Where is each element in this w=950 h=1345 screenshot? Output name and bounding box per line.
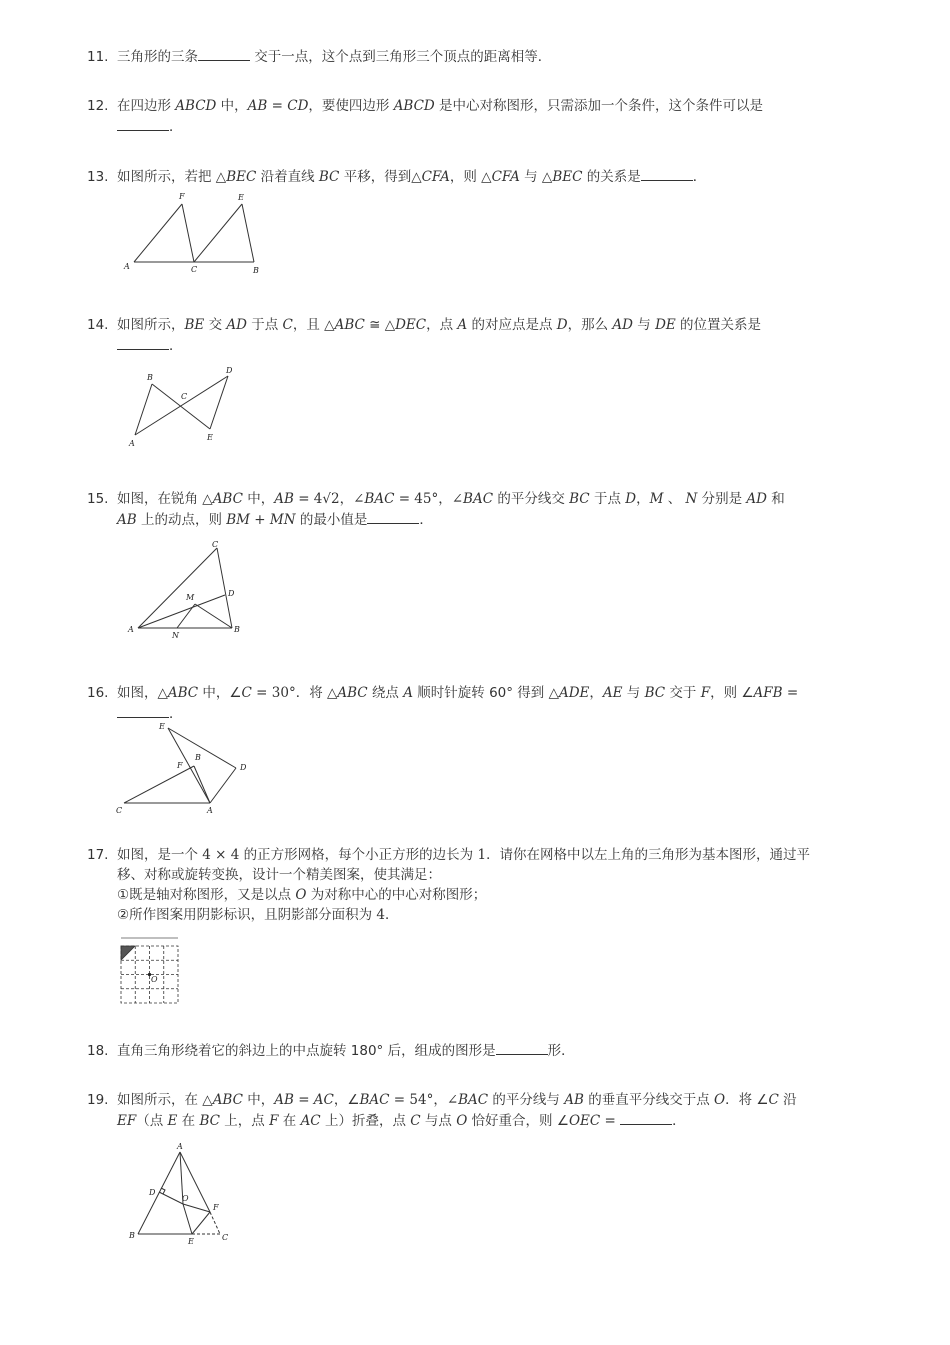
segment-CE: [194, 204, 242, 262]
question-number: 13.: [87, 169, 109, 185]
segment-AD: [135, 376, 228, 435]
label-C: C: [212, 540, 219, 549]
question-number: 12.: [87, 98, 109, 114]
question-number: 17.: [87, 847, 109, 863]
segment-MN: [177, 604, 195, 628]
question-number: 16.: [87, 685, 109, 701]
segment-FC: [182, 204, 194, 262]
segment-DO: [159, 1192, 183, 1204]
question-14: 14. 如图所示，BE 交 AD 于点 C，且 △ABC ≅ △DEC，点 A 的对应点是点 D，那么 AD 与 DE 的位置关系是 ．: [87, 317, 762, 354]
label-B: B: [234, 625, 240, 634]
answer-blank[interactable]: [496, 1040, 548, 1055]
question-number: 14.: [87, 317, 109, 333]
figure-17-grid[interactable]: [116, 934, 186, 1010]
segment-OF: [183, 1204, 210, 1212]
segment-AF: [134, 204, 182, 262]
question-19: 19. 如图所示，在 △ABC 中，AB = AC，∠BAC = 54°，∠BAC 的平分线与 AB 的垂直平分线交于点 O．将 ∠C 沿 EF（点 E 在 BC 上，点 F 在 AC 上）折叠，点 C 与点 O 恰好重合，则 ∠OEC = ．: [87, 1092, 797, 1129]
label-D: D: [149, 1188, 156, 1197]
segment-DE: [210, 376, 228, 429]
question-11: 11. 三角形的三条 交于一点，这个点到三角形三个顶点的距离相等．: [87, 46, 551, 67]
label-D: D: [226, 366, 233, 375]
label-B: B: [253, 266, 259, 275]
question-18: 18. 直角三角形绕着它的斜边上的中点旋转 180° 后，组成的图形是 形．: [87, 1040, 575, 1061]
figure-13: [118, 188, 268, 278]
answer-blank[interactable]: [620, 1110, 672, 1125]
answer-blank[interactable]: [641, 166, 693, 181]
answer-blank[interactable]: [117, 335, 169, 350]
label-A: A: [124, 262, 130, 271]
segment-DA: [210, 768, 236, 803]
label-E: E: [159, 722, 165, 731]
label-F: F: [213, 1203, 219, 1212]
question-number: 11.: [87, 49, 109, 65]
label-E: E: [188, 1237, 194, 1246]
label-D: D: [228, 589, 235, 598]
segment-AB: [135, 384, 152, 435]
question-15: 15. 如图，在锐角 △ABC 中，AB = 4√2，∠BAC = 45°，∠BAC 的平分线交 BC 于点 D，M 、 N 分别是 AD 和 AB 上的动点，则 BM + MN 的最小值是 ．: [87, 491, 785, 528]
label-B: B: [147, 373, 153, 382]
segment-EB: [242, 204, 254, 262]
figure-16: [112, 718, 257, 818]
segment-AD: [138, 595, 225, 628]
label-C: C: [181, 392, 188, 401]
segment-OE: [183, 1204, 192, 1234]
question-number: 18.: [87, 1043, 109, 1059]
question-13: 13. 如图所示，若把 △BEC 沿着直线 BC 平移，得到△CFA，则 △CFA 与 △BEC 的关系是 ．: [87, 166, 706, 187]
segment-BE: [152, 384, 210, 429]
label-O: O: [151, 975, 158, 984]
segment-AC-solid: [180, 1152, 210, 1212]
label-C: C: [222, 1233, 229, 1242]
answer-blank[interactable]: [198, 46, 250, 61]
segment-CB: [124, 766, 194, 803]
label-A: A: [207, 806, 213, 815]
segment-AC: [138, 548, 217, 628]
label-N: N: [172, 631, 179, 640]
question-number: 15.: [87, 491, 109, 507]
answer-blank[interactable]: [117, 703, 169, 718]
label-E: E: [207, 433, 213, 442]
label-F: F: [177, 761, 183, 770]
label-A: A: [128, 625, 134, 634]
label-B: B: [195, 753, 201, 762]
label-B: B: [129, 1231, 135, 1240]
label-C: C: [191, 265, 198, 274]
label-M: M: [186, 593, 195, 602]
label-A: A: [177, 1142, 183, 1151]
label-O: O: [182, 1194, 189, 1203]
segment-CB: [217, 548, 232, 628]
figure-19: [122, 1138, 247, 1248]
shaded-triangle: [121, 946, 135, 960]
question-number: 19.: [87, 1092, 109, 1108]
label-C: C: [116, 806, 123, 815]
segment-AB: [138, 1152, 180, 1234]
segment-EF: [192, 1212, 210, 1234]
figure-14: [122, 362, 242, 452]
answer-blank[interactable]: [367, 509, 419, 524]
segment-FC-dashed: [210, 1212, 220, 1234]
label-A: A: [129, 439, 135, 448]
label-E: E: [238, 193, 244, 202]
label-F: F: [179, 192, 185, 201]
question-17: 17. 如图，是一个 4 × 4 的正方形网格，每个小正方形的边长为 1．请你在网格中以左上角的三角形为基本图形，通过平 移、对称或旋转变换，设计一个精美图案，使其满足： ①既是轴对称图形，又是以点 O 为对称中心的中心对称图形； ②所作图案用阴影标识，且阴影部分面积为 4．: [87, 847, 811, 923]
answer-blank[interactable]: [117, 116, 169, 131]
segment-AE: [168, 728, 210, 803]
label-D: D: [240, 763, 247, 772]
segment-BM: [195, 604, 232, 628]
question-16: 16. 如图，△ABC 中，∠C = 30°．将 △ABC 绕点 A 顺时针旋转 60° 得到 △ADE，AE 与 BC 交于 F，则 ∠AFB = ．: [87, 685, 799, 722]
figure-15: [122, 536, 252, 646]
segment-BA: [194, 766, 210, 803]
question-12: 12. 在四边形 ABCD 中，AB = CD，要使四边形 ABCD 是中心对称图形，只需添加一个条件，这个条件可以是 ．: [87, 98, 764, 135]
